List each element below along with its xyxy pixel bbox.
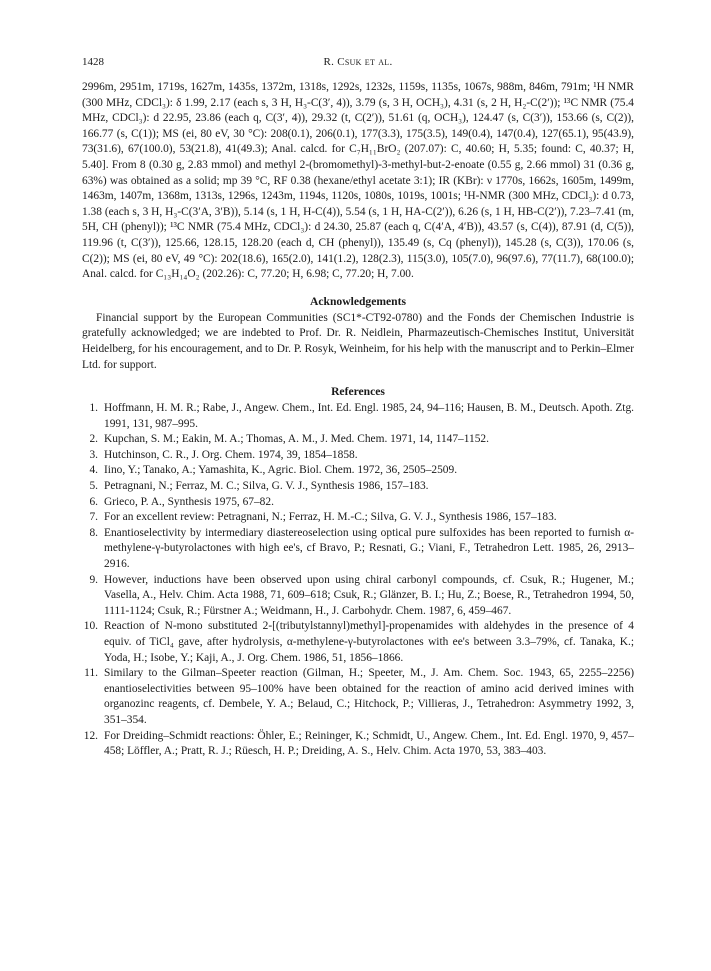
reference-text: For Dreiding–Schmidt reactions: Öhler, E.; Reininger, K.; Schmidt, U., Angew. Chem., Int. Ed. Engl. 1970, 9, 457–458; Löffler, A.; Pratt, R. J.; Rüesch, H. P.; Dreiding, A. S., Helv. Chim. Acta 1970, 53, 383–403. [104,729,634,758]
reference-text: Reaction of N-mono substituted 2-[(tributylstannyl)methyl]-propenamides with aldehydes in the presence of 4 equiv. of TiCl₄ gave, after hydrolysis, α-methylene-γ-butyrolactones with ee's between 3.3–79%, cf. Tanaka, K.; Yoda, H.; Isobe, Y.; Kaji, A., J. Org. Chem. 1986, 51, 1856–1866. [104,620,634,664]
reference-text: Iino, Y.; Tanako, A.; Yamashita, K., Agric. Biol. Chem. 1972, 36, 2505–2509. [104,464,458,477]
reference-item [82,463,634,479]
reference-number: 9. [89,573,98,586]
reference-item [82,448,634,464]
reference-text: Kupchan, S. M.; Eakin, M. A.; Thomas, A. M., J. Med. Chem. 1971, 14, 1147–1152. [104,433,489,446]
reference-text: Hutchinson, C. R., J. Org. Chem. 1974, 39, 1854–1858. [104,448,358,461]
reference-number: 10. [83,620,98,633]
reference-item [82,526,634,573]
reference-number: 3. [89,448,98,461]
reference-number: 1. [89,402,98,415]
reference-text: Similary to the Gilman–Speeter reaction (Gilman, H.; Speeter, M., J. Am. Chem. Soc. 1943, 65, 2255–2256) enantioselectivities between 95–100% have been obtained for the reaction of amino acid derived imines with organozinc reagents, cf. Dembele, Y. A.; Belaud, C.; Hitchock, P.; Villieras, J., Tetrahedron: Asymmetry 1992, 3, 351–354. [104,667,634,726]
reference-number: 7. [89,511,98,524]
reference-number: 4. [89,464,98,477]
reference-text: Grieco, P. A., Synthesis 1975, 67–82. [104,495,274,508]
reference-number: 12. [83,729,98,742]
reference-list [82,401,634,760]
reference-text: However, inductions have been observed upon using chiral carbonyl compounds, cf. Csuk, R.; Hugener, M.; Vasella, A., Helv. Chim. Acta 1988, 71, 609–618; Csuk, R.; Glänzer, B. I.; Hu, Z.; Boese, R., Tetrahedron 1994, 50, 1111-1124; Csuk, R.; Fürstner A.; Weidmann, H., J. Carbohydr. Chem. 1987, 6, 459–467. [104,573,634,617]
reference-number: 5. [89,480,98,493]
acknowledgements-text: Financial support by the European Communities (SC1*-CT92-0780) and the Fonds der Chemischen Industrie is gratefully acknowledged; we are indebted to Prof. Dr. R. Neidlein, Pharmazeutisch-Chemisches Institut, Universität Heidelberg, for his encouragement, and to Dr. P. Rosyk, Weinheim, for his help with the manuscript and to Perkin–Elmer Ltd. for support. [82,311,634,371]
acknowledgements-heading: Acknowledgements [310,294,406,308]
reference-item [82,401,634,432]
reference-item [82,479,634,495]
references-heading: References [331,385,385,399]
reference-text: Petragnani, N.; Ferraz, M. C.; Silva, G. V. J., Synthesis 1986, 157–183. [104,480,429,493]
page-header [82,56,634,72]
reference-number: 11. [84,667,98,680]
reference-item [82,573,634,620]
reference-number: 2. [89,433,98,446]
reference-item [82,666,634,728]
reference-item [82,495,634,511]
page-body [82,80,634,760]
page-number: 1428 [82,56,104,68]
reference-number: 8. [89,526,98,539]
reference-item [82,510,634,526]
reference-text: Enantioselectivity by intermediary diastereoselection using optical pure sulfoxides has been reported to furnish α-methylene-γ-butyrolactones with high ee's, cf Bravo, P.; Resnati, G.; Viani, F., Tetrahedron Lett. 1985, 26, 2913–2916. [104,526,634,571]
running-head: R. Csuk et al. [323,56,393,68]
reference-item [82,729,634,760]
reference-text: Hoffmann, H. M. R.; Rabe, J., Angew. Chem., Int. Ed. Engl. 1985, 24, 94–116; Hausen, B. M., Deutsch. Apoth. Ztg. 1991, 131, 987–995. [104,402,634,430]
reference-number: 6. [89,495,98,508]
reference-text: For an excellent review: Petragnani, N.; Ferraz, H. M.-C.; Silva, G. V. J., Synthesis 1986, 157–183. [104,511,557,524]
reference-item [82,432,634,448]
reference-item [82,619,634,666]
experimental-text: 2996m, 2951m, 1719s, 1627m, 1435s, 1372m, 1318s, 1292s, 1232s, 1159s, 1135s, 1067s, 988m, 846m, 791m; ¹H NMR (300 MHz, CDCl₃): δ 1.99, 2.17 (each s, 3 H, H₃-C(3′, 4)), 3.79 (s, 3 H, OCH₃), 4.31 (s, 2 H, H₂-C(2′)); ¹³C NMR (75.4 MHz, CDCl₃): d 22.95, 23.86 (each q, C(3′, 4)), 29.32 (t, C(2′)), 51.61 (q, OCH₃), 124.47 (s, C(3′)), 153.66 (s, C(2)), 166.77 (s, C(1)); MS (ei, 80 eV, 30 °C): 208(0.1), 206(0.1), 177(3.3), 175(3.5), 149(0.4), 147(0.4), 127(65.1), 95(43.9), 73(31.6), 67(100.0), 53(21.8), 41(49.3); Anal. calcd. for C₇H₁₁BrO₂ (207.07): C, 40.60; H, 5.35; found: C, 40.37; H, 5.40]. From 8 (0.30 g, 2.83 mmol) and methyl 2-(bromomethyl)-3-methyl-but-2-enoate (0.55 g, 2.66 mmol) 31 (0.36 g, 63%) was obtained as a solid; mp 39 °C, RF 0.38 (hexane/ethyl acetate 3:1); IR (KBr): ν 1770s, 1662s, 1605m, 1499m, 1463m, 1407m, 1368m, 1313s, 1296s, 1243m, 1194s, 1120s, 1080s, 1019s, 1001s; ¹H-NMR (300 MHz, CDCl₃): d 0.73, 1.38 (each s, 3 H, H₃-C(3′A, 3′B)), 5.14 (s, 1 H, H-C(4)), 5.54 (s, 1 H, HA-C(2′)), 6.26 (s, 1 H, HB-C(2′)), 7.23–7.41 (m, 5H, CH (phenyl)); ¹³C NMR (75.4 MHz, CDCl₃): d 24.30, 25.87 (each q, C(4′A, 4′B)), 43.57 (s, C(4)), 87.91 (d, C(5)), 119.96 (t, C(3′)), 125.66, 128.15, 128.20 (each d, CH (phenyl)), 135.49 (s, Cq (phenyl)), 145.28 (s, C(3)), 170.06 (s, C(2)); MS (ei, 80 eV, 49 °C): 202(18.6), 165(2.0), 141(1.2), 128(2.3), 115(3.0), 105(7.0), 96(97.6), 77(11.7), 68(100.0); Anal. calcd. for C₁₃H₁₄O₂ (202.26): C, 77.20; H, 6.98; C, 77.20; H, 7.00. [82,81,634,281]
